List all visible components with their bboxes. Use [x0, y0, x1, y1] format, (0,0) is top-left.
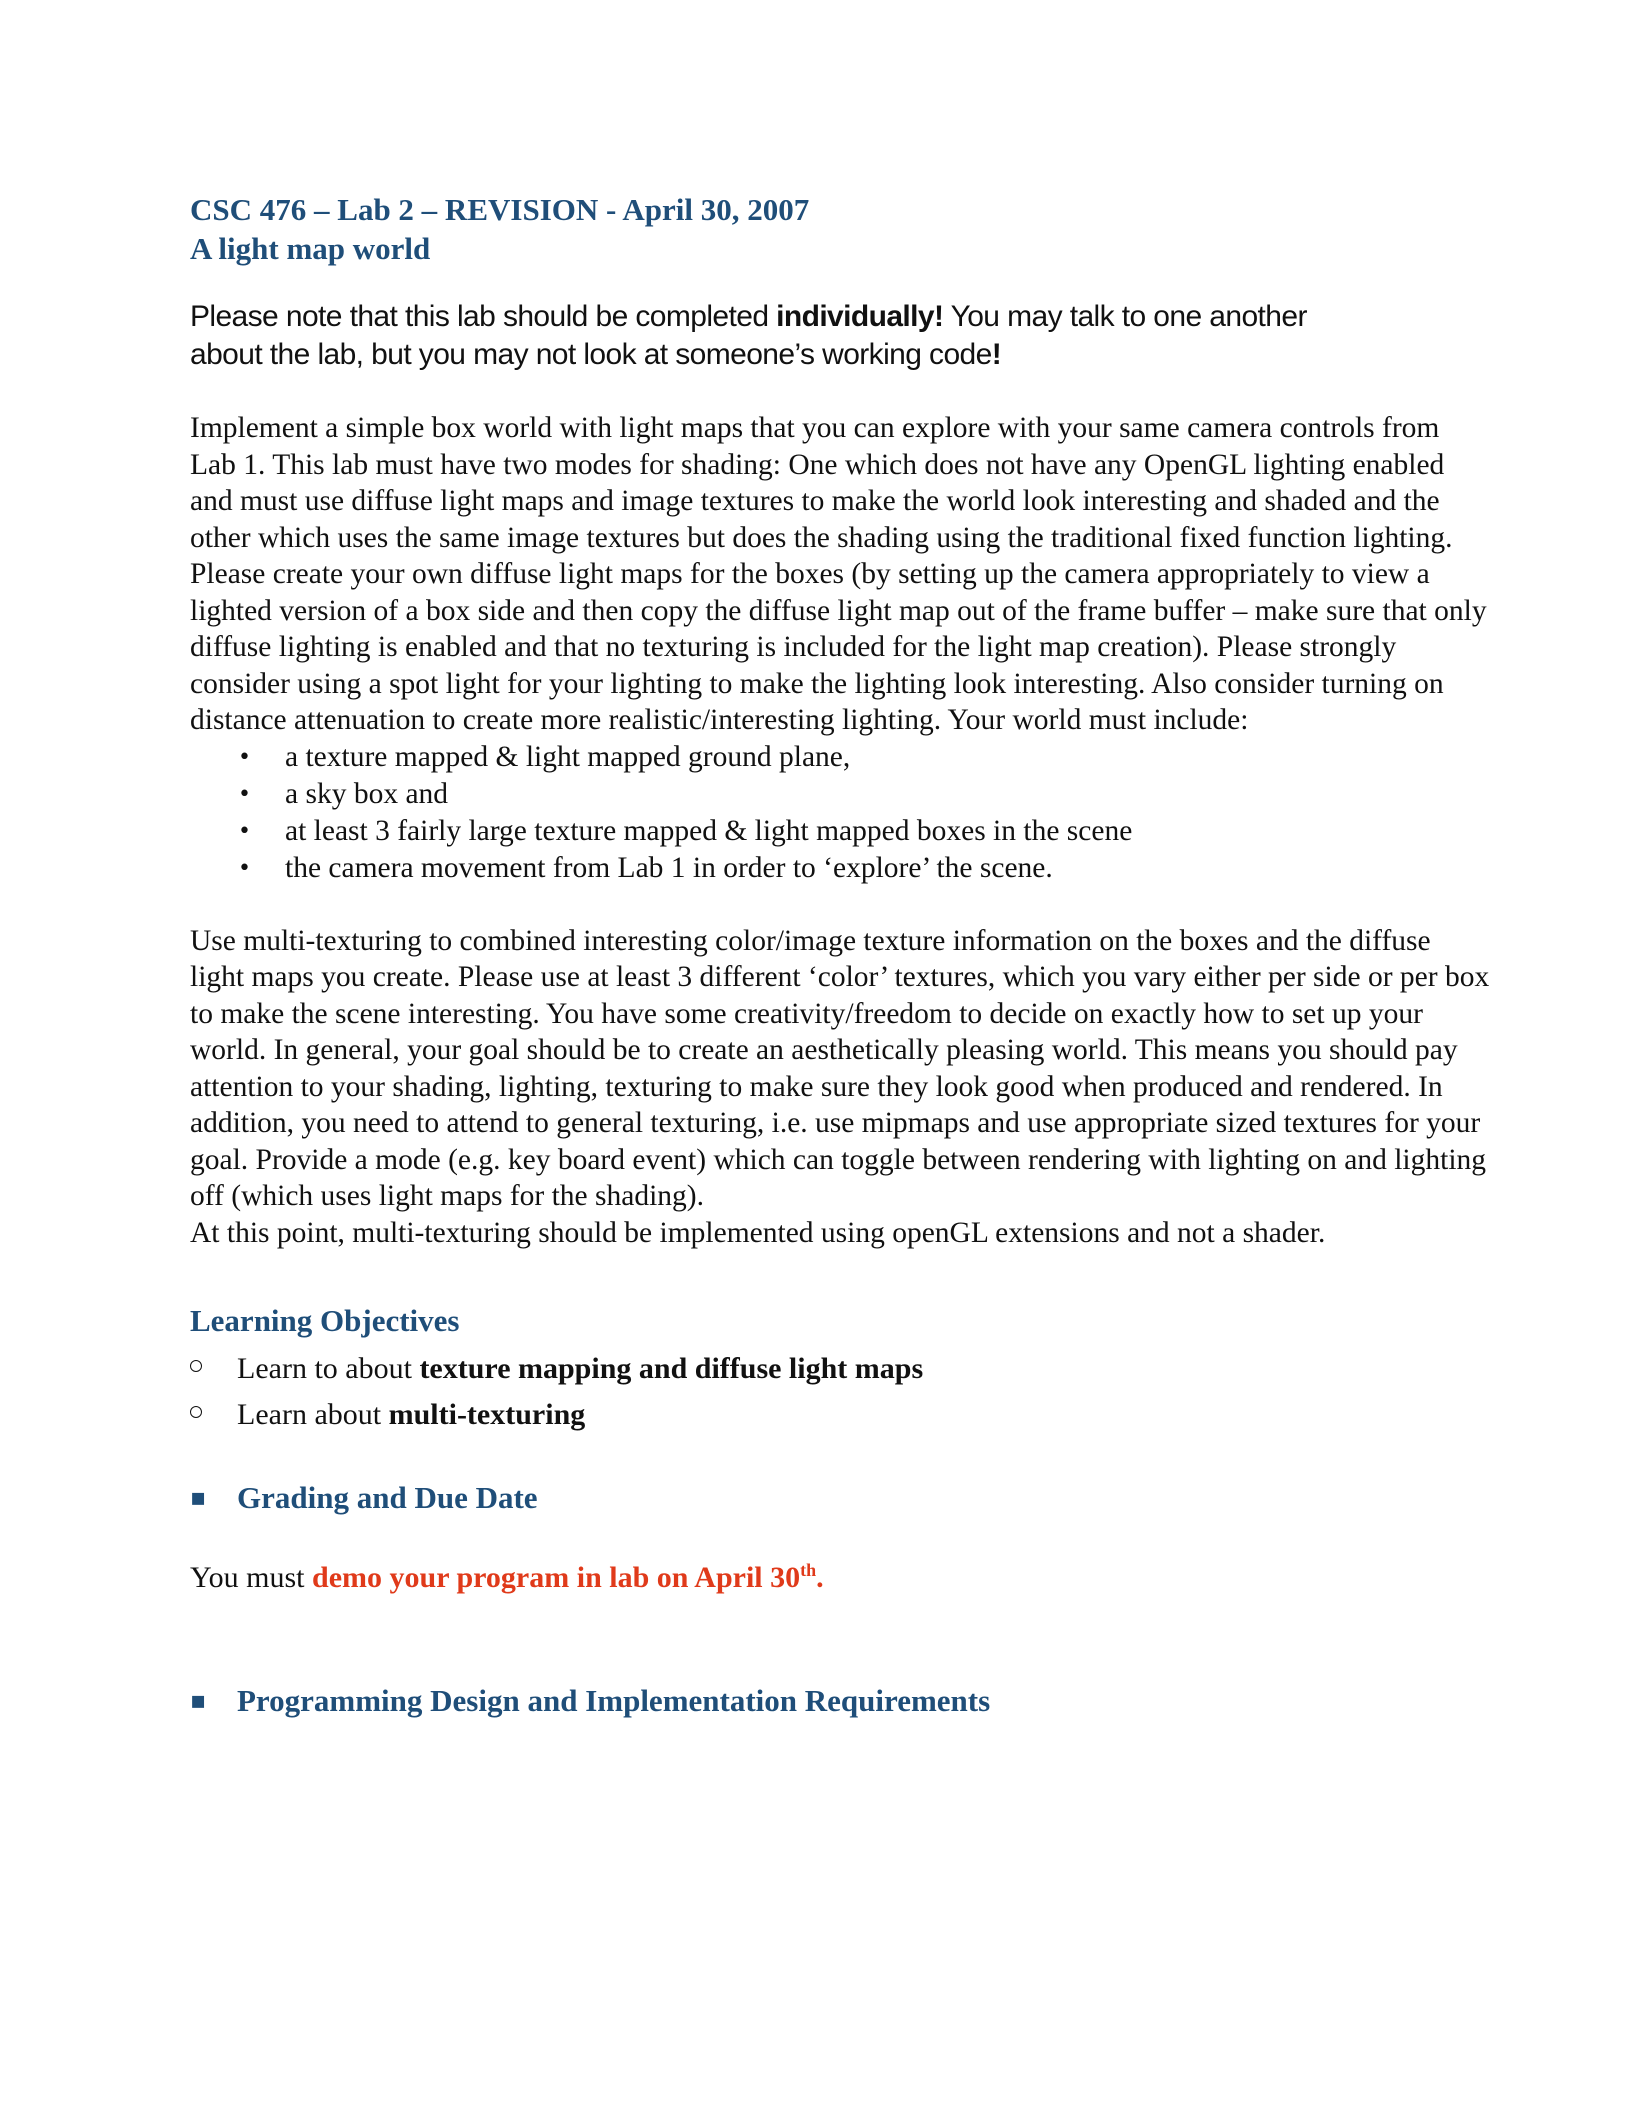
list-item	[190, 1392, 1490, 1438]
programming-heading	[190, 1681, 1490, 1720]
list-item-text: at least 3 fairly large texture mapped & light mapped boxes in the scene	[285, 814, 1133, 847]
due-date-period: .	[816, 1561, 824, 1594]
document-title	[190, 190, 1490, 268]
title-line-2: A light map world	[190, 231, 431, 266]
list-item	[190, 739, 1490, 776]
list-item-text: a sky box and	[285, 777, 449, 810]
assignment-description: Implement a simple box world with light maps that you can explore with your same camera controls from Lab 1. This lab must have two modes for shading: One which does not have any OpenGL lighting enabled and must use diffuse light maps and image textures to make the world look interesting and shaded and the other which uses the same image textures but does the shading using the traditional fixed function lighting. Please create your own diffuse light maps for the boxes (by setting up the camera appropriately to view a lighted version of a box side and then copy the diffuse light map out of the frame buffer – make sure that only diffuse lighting is enabled and that no texturing is included for the light map creation). Please strongly consider using a spot light for your lighting to make the lighting look interesting. Also consider turning on distance attenuation to create more realistic/interesting lighting. Your world must include:	[190, 412, 1487, 736]
list-item	[190, 850, 1490, 887]
due-date-statement	[190, 1551, 1490, 1597]
list-item	[190, 813, 1490, 850]
list-item	[190, 1346, 1490, 1392]
square-bullet-icon: ▪	[190, 1483, 207, 1511]
grading-heading	[190, 1478, 1490, 1517]
bullet-icon: •	[238, 818, 251, 844]
notice-line-1	[190, 298, 1490, 336]
programming-heading-text: Programming Design and Implementation Requirements	[237, 1683, 991, 1718]
bullet-icon: •	[238, 744, 251, 770]
notice-emphasis: individually!	[776, 300, 944, 333]
title-line-1: CSC 476 – Lab 2 – REVISION - April 30, 2007	[190, 192, 810, 227]
objective-emphasis: texture mapping and diffuse light maps	[419, 1352, 924, 1385]
circle-bullet-icon	[190, 1406, 202, 1418]
notice-text-continued: You may talk to one another	[943, 300, 1307, 333]
due-date-text: You must	[190, 1561, 313, 1594]
notice-text: Please note that this lab should be completed	[190, 300, 777, 333]
document-page	[190, 190, 1490, 1720]
individual-work-notice	[190, 298, 1490, 374]
due-date-emphasis	[312, 1561, 824, 1594]
square-bullet-icon: ▪	[190, 1686, 207, 1714]
multitexturing-description: Use multi-texturing to combined interesting color/image texture information on the boxes and the diffuse light maps you create. Please use at least 3 different ‘color’ textures, which you vary either per side or per box to make the scene interesting. You have some creativity/freedom to decide on exactly how to set up your world. In general, your goal should be to create an aesthetically pleasing world. This means you should pay attention to your shading, lighting, texturing to make sure they look good when produced and rendered. In addition, you need to attend to general texturing, i.e. use mipmaps and use appropriate sized textures for your goal. Provide a mode (e.g. key board event) which can toggle between rendering with lighting on and lighting off (which uses light maps for the shading).	[190, 924, 1490, 1212]
list-item-text: the camera movement from Lab 1 in order to ‘explore’ the scene.	[285, 851, 1053, 884]
objective-text: Learn about	[237, 1398, 389, 1431]
world-requirements-list	[190, 739, 1490, 887]
learning-objectives-list	[190, 1346, 1490, 1438]
objective-text: Learn to about	[237, 1352, 420, 1385]
list-item-text: a texture mapped & light mapped ground plane,	[285, 740, 851, 773]
bullet-icon: •	[238, 781, 251, 807]
notice-line-2	[190, 336, 1490, 374]
list-item	[190, 776, 1490, 813]
objective-emphasis: multi-texturing	[388, 1398, 586, 1431]
ordinal-suffix: th	[800, 1560, 817, 1580]
grading-heading-text: Grading and Due Date	[237, 1480, 538, 1515]
notice-exclamation: !	[991, 338, 1002, 371]
circle-bullet-icon	[190, 1360, 202, 1372]
extensions-note: At this point, multi-texturing should be implemented using openGL extensions and not a shader.	[190, 1216, 1326, 1249]
due-date-emphasis-text: demo your program in lab on April 30	[312, 1561, 801, 1594]
learning-objectives-heading: Learning Objectives	[190, 1303, 460, 1338]
notice-text-line-2: about the lab, but you may not look at someone’s working code	[190, 338, 992, 371]
bullet-icon: •	[238, 855, 251, 881]
